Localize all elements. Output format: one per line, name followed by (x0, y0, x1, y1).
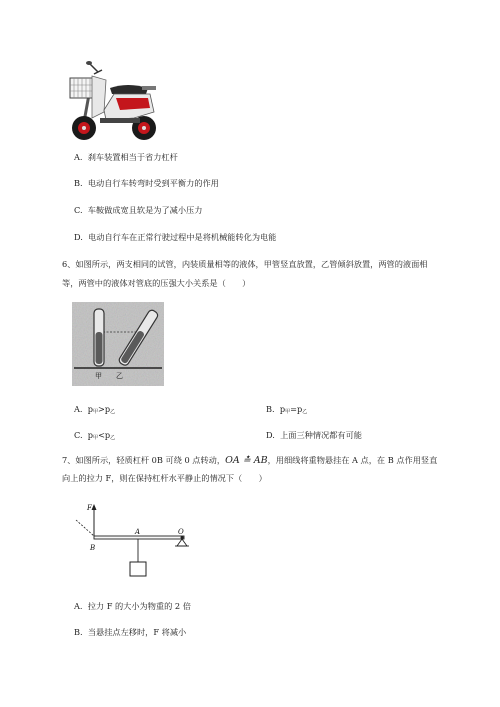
q6-option-c: C. $p_甲<p_乙$ (74, 430, 116, 441)
q6-option-a: A. $p_甲>p_乙$ (74, 404, 116, 415)
q5-option-a: A. 刹车装置相当于省力杠杆 (74, 152, 178, 162)
q6-option-d: D. 上面三种情况都有可能 (266, 430, 362, 440)
q7-formula: OA ≛ AB (225, 455, 268, 466)
point-label-b: B (90, 544, 96, 552)
q5-option-b: B. 电动自行车转弯时受到平衡力的作用 (74, 178, 219, 188)
scooter-image (62, 58, 162, 144)
lever-figure (70, 500, 195, 586)
figure-label-jia: 甲 (95, 372, 102, 380)
point-label-a: A (135, 528, 141, 536)
q6-option-b: B. $p_甲=p_乙$ (266, 404, 308, 415)
q7-option-b: B. 当悬挂点左移时，F 将减小 (74, 627, 187, 637)
q7-option-a: A. 拉力 F 的大小为物重的 2 倍 (74, 601, 191, 611)
test-tubes-figure (72, 302, 164, 386)
q5-option-d: D. 电动自行车在正常行驶过程中是将机械能转化为电能 (74, 232, 277, 242)
figure-label-yi: 乙 (116, 372, 123, 380)
force-label-f: F (87, 504, 92, 512)
q7-stem-line2: 向上的拉力 F，则在保持杠杆水平静止的情况下（ ） (62, 473, 267, 483)
q7-stem-line1: 7、如图所示，轻质杠杆 0B 可绕 0 点转动，OA ≛ AB，用细线将重物悬挂在 A 点，在 B 点作用竖直 (62, 455, 438, 466)
q5-option-c: C. 车鞍做成宽且软是为了减小压力 (74, 205, 203, 215)
pivot-label-o: O (178, 528, 184, 536)
q6-stem: 6、如图所示，两支相同的试管，内装质量相等的液体，甲管竖直放置，乙管倾斜放置，两管的液面相等，两管中的液体对管底的压强大小关系是（ ） (62, 259, 428, 288)
